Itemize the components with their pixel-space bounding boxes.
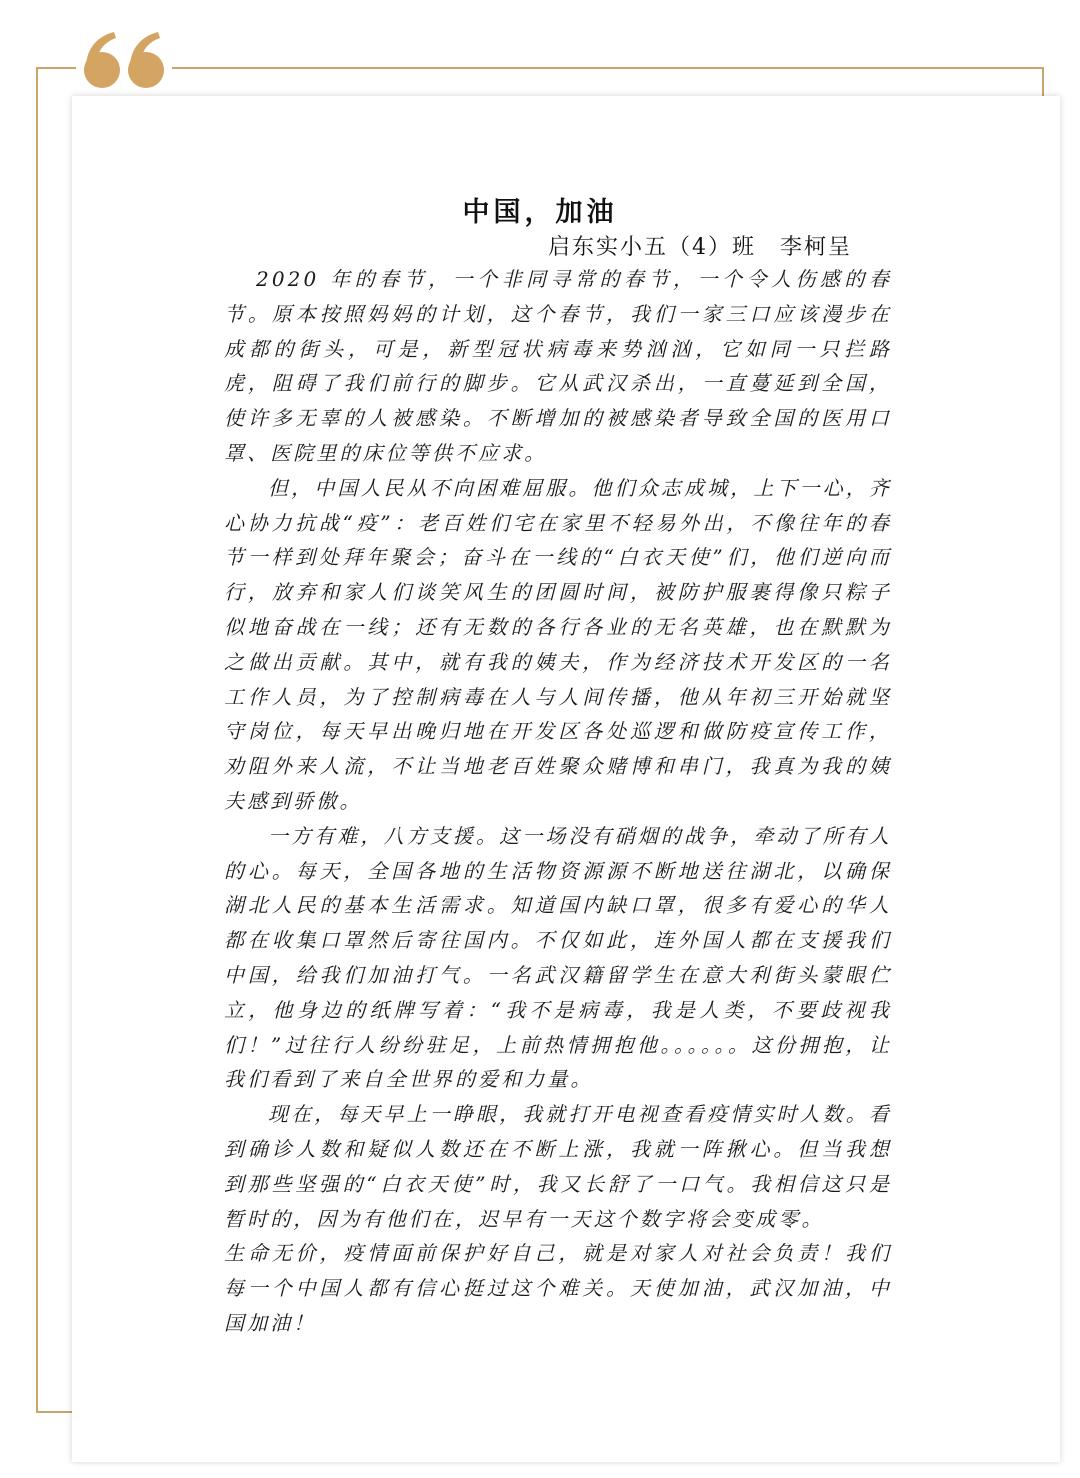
paragraph: 但，中国人民从不向困难屈服。他们众志成城，上下一心，齐心协力抗战“疫”：老百姓们宅在家里不轻易外出，不像往年的春节一样到处拜年聚会；奋斗在一线的“白衣天使”们，他们逆向而行，放弃和家人们谈笑风生的团圆时间，被防护服裹得像只粽子似地奋战在一线；还有无数的各行各业的无名英雄，也在默默为之做出贡献。其中，就有我的姨夫，作为经济技术开发区的一名工作人员，为了控制病毒在人与人间传播，他从年初三开始就坚守岗位，每天早出晚归地在开发区各处巡逻和做防疫宣传工作，劝阻外来人流，不让当地老百姓聚众赌博和串门，我真为我的姨夫感到骄傲。 [224,475,892,813]
paragraph: 2020 年的春节，一个非同寻常的春节，一个令人伤感的春节。原本按照妈妈的计划，这个春节，我们一家三口应该漫步在成都的街头，可是，新型冠状病毒来势汹汹，它如同一只拦路虎，阻碍了我们前行的脚步。它从武汉杀出，一直蔓延到全国，使许多无辜的人被感染。不断增加的被感染者导致全国的医用口罩、医院里的床位等供不应求。 [224,267,892,465]
byline-author: 李柯呈 [780,235,853,260]
byline-school: 启东实小五（4）班 [548,235,756,260]
article-body [224,262,892,1341]
paragraph: 一方有难，八方支援。这一场没有硝烟的战争，牵动了所有人的心。每天，全国各地的生活物资源源不断地送往湖北，以确保湖北人民的基本生活需求。知道国内缺口罩，很多有爱心的华人都在收集口罩然后寄往国内。不仅如此，连外国人都在支援我们中国，给我们加油打气。一名武汉籍留学生在意大利街头蒙眼伫立，他身边的纸牌写着：“我不是病毒，我是人类，不要歧视我们！”过往行人纷纷驻足，上前热情拥抱他。。。。。。这份拥抱，让我们看到了来自全世界的爱和力量。 [224,823,892,1092]
paragraph: 现在，每天早上一睁眼，我就打开电视查看疫情实时人数。看到确诊人数和疑似人数还在不断上涨，我就一阵揪心。但当我想到那些坚强的“白衣天使”时，我又长舒了一口气。我相信这只是暂时的，因为有他们在，迟早有一天这个数字将会变成零。 [224,1102,892,1231]
frame-line [36,67,76,69]
frame-line [36,67,38,1413]
frame-line [1042,67,1044,97]
paragraph: 生命无价，疫情面前保护好自己，就是对家人对社会负责！我们每一个中国人都有信心挺过这个难关。天使加油，武汉加油，中国加油！ [224,1241,892,1335]
double-quote-icon [80,30,170,90]
page-title: 中国，加油 [462,197,618,228]
frame-line [172,67,1044,69]
frame-line [36,1411,72,1413]
byline [548,230,852,261]
